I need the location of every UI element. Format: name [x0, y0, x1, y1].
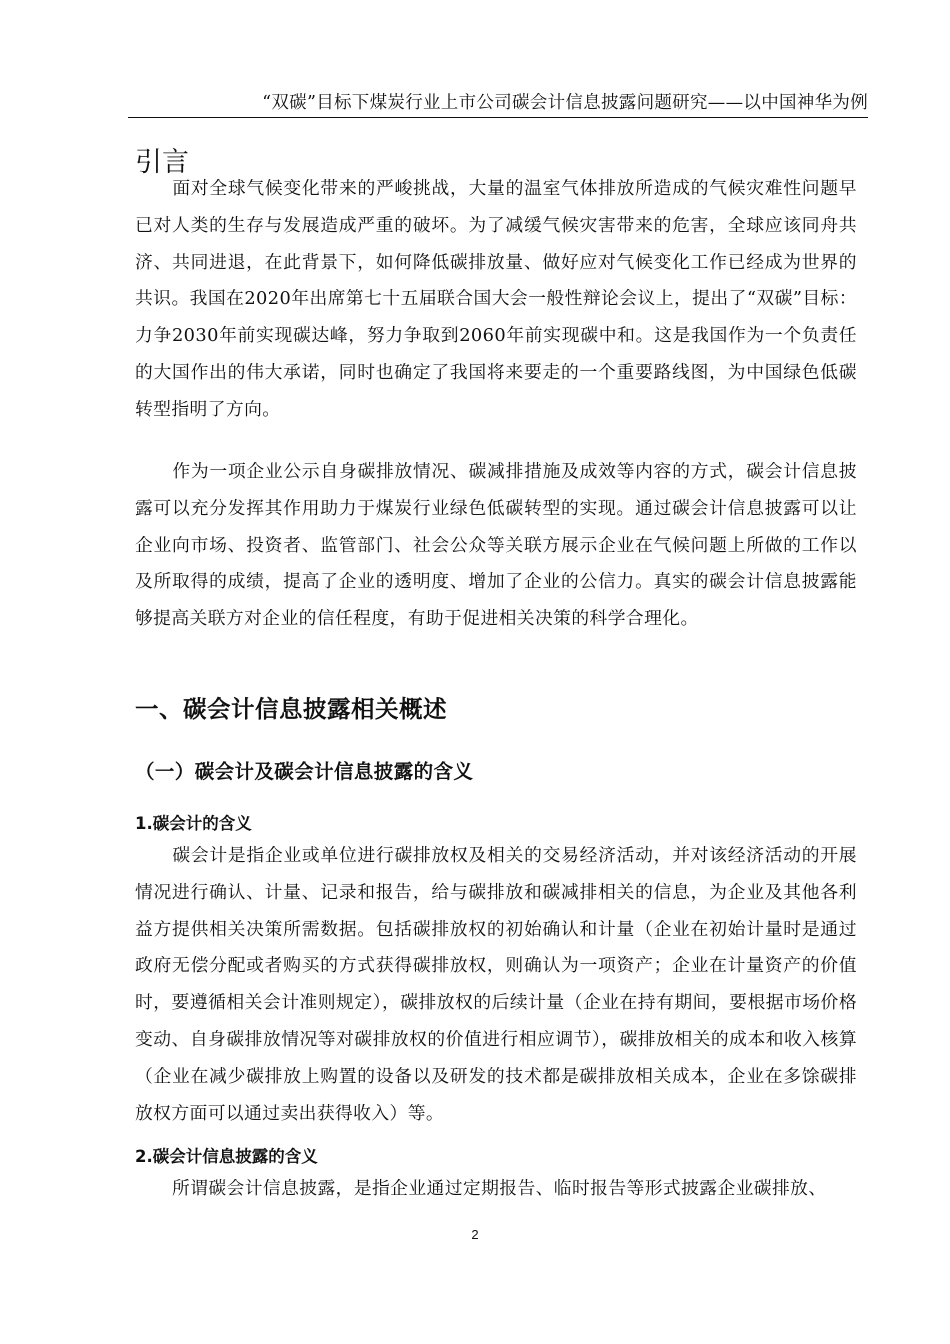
page-number: 2: [471, 1227, 479, 1242]
intro-paragraph-2: [135, 454, 857, 638]
item-1-paragraph-text: 碳会计是指企业或单位进行碳排放权及相关的交易经济活动，并对该经济活动的开展情况进行确认、计量、记录和报告，给与碳排放和碳减排相关的信息，为企业及其他各利益方提供相关决策所需数据。包括碳排放权的初始确认和计量（企业在初始计量时是通过政府无偿分配或者购买的方式获得碳排放权，则确认为一项资产；企业在计量资产的价值时，要遵循相关会计准则规定），碳排放权的后续计量（企业在持有期间，要根据市场价格变动、自身碳排放情况等对碳排放权的价值进行相应调节），碳排放相关的成本和收入核算（企业在减少碳排放上购置的设备以及研发的技术都是碳排放相关成本，企业在多馀碳排放权方面可以通过卖出获得收入）等。: [135, 845, 857, 1124]
section-1-heading: 一、碳会计信息披露相关概述: [135, 695, 447, 723]
header-rule: [128, 117, 868, 118]
item-1-heading: 1.碳会计的含义: [135, 814, 252, 833]
intro-heading: 引言: [135, 147, 189, 178]
intro-paragraph-1: [135, 171, 857, 429]
subsection-1-heading: （一）碳会计及碳会计信息披露的含义: [135, 760, 474, 783]
intro-paragraph-1-text: 面对全球气候变化带来的严峻挑战，大量的温室气体排放所造成的气候灾难性问题早已对人类的生存与发展造成严重的破坏。为了减缓气候灾害带来的危害，全球应该同舟共济、共同进退，在此背景下，如何降低碳排放量、做好应对气候变化工作已经成为世界的共识。我国在2020年出席第七十五届联合国大会一般性辩论会议上，提出了“双碳”目标：力争2030年前实现碳达峰，努力争取到2060年前实现碳中和。这是我国作为一个负责任的大国作出的伟大承诺，同时也确定了我国将来要走的一个重要路线图，为中国绿色低碳转型指明了方向。: [135, 178, 857, 420]
intro-paragraph-2-text: 作为一项企业公示自身碳排放情况、碳减排措施及成效等内容的方式，碳会计信息披露可以充分发挥其作用助力于煤炭行业绿色低碳转型的实现。通过碳会计信息披露可以让企业向市场、投资者、监管部门、社会公众等关联方展示企业在气候问题上所做的工作以及所取得的成绩，提高了企业的透明度、增加了企业的公信力。真实的碳会计信息披露能够提高关联方对企业的信任程度，有助于促进相关决策的科学合理化。: [135, 461, 857, 630]
item-1-paragraph: [135, 838, 857, 1132]
item-2-heading: 2.碳会计信息披露的含义: [135, 1147, 318, 1166]
running-header: “双碳”目标下煤炭行业上市公司碳会计信息披露问题研究——以中国神华为例: [262, 93, 868, 113]
item-2-paragraph: [135, 1171, 857, 1208]
item-2-paragraph-text: 所谓碳会计信息披露，是指企业通过定期报告、临时报告等形式披露企业碳排放、: [172, 1178, 827, 1199]
